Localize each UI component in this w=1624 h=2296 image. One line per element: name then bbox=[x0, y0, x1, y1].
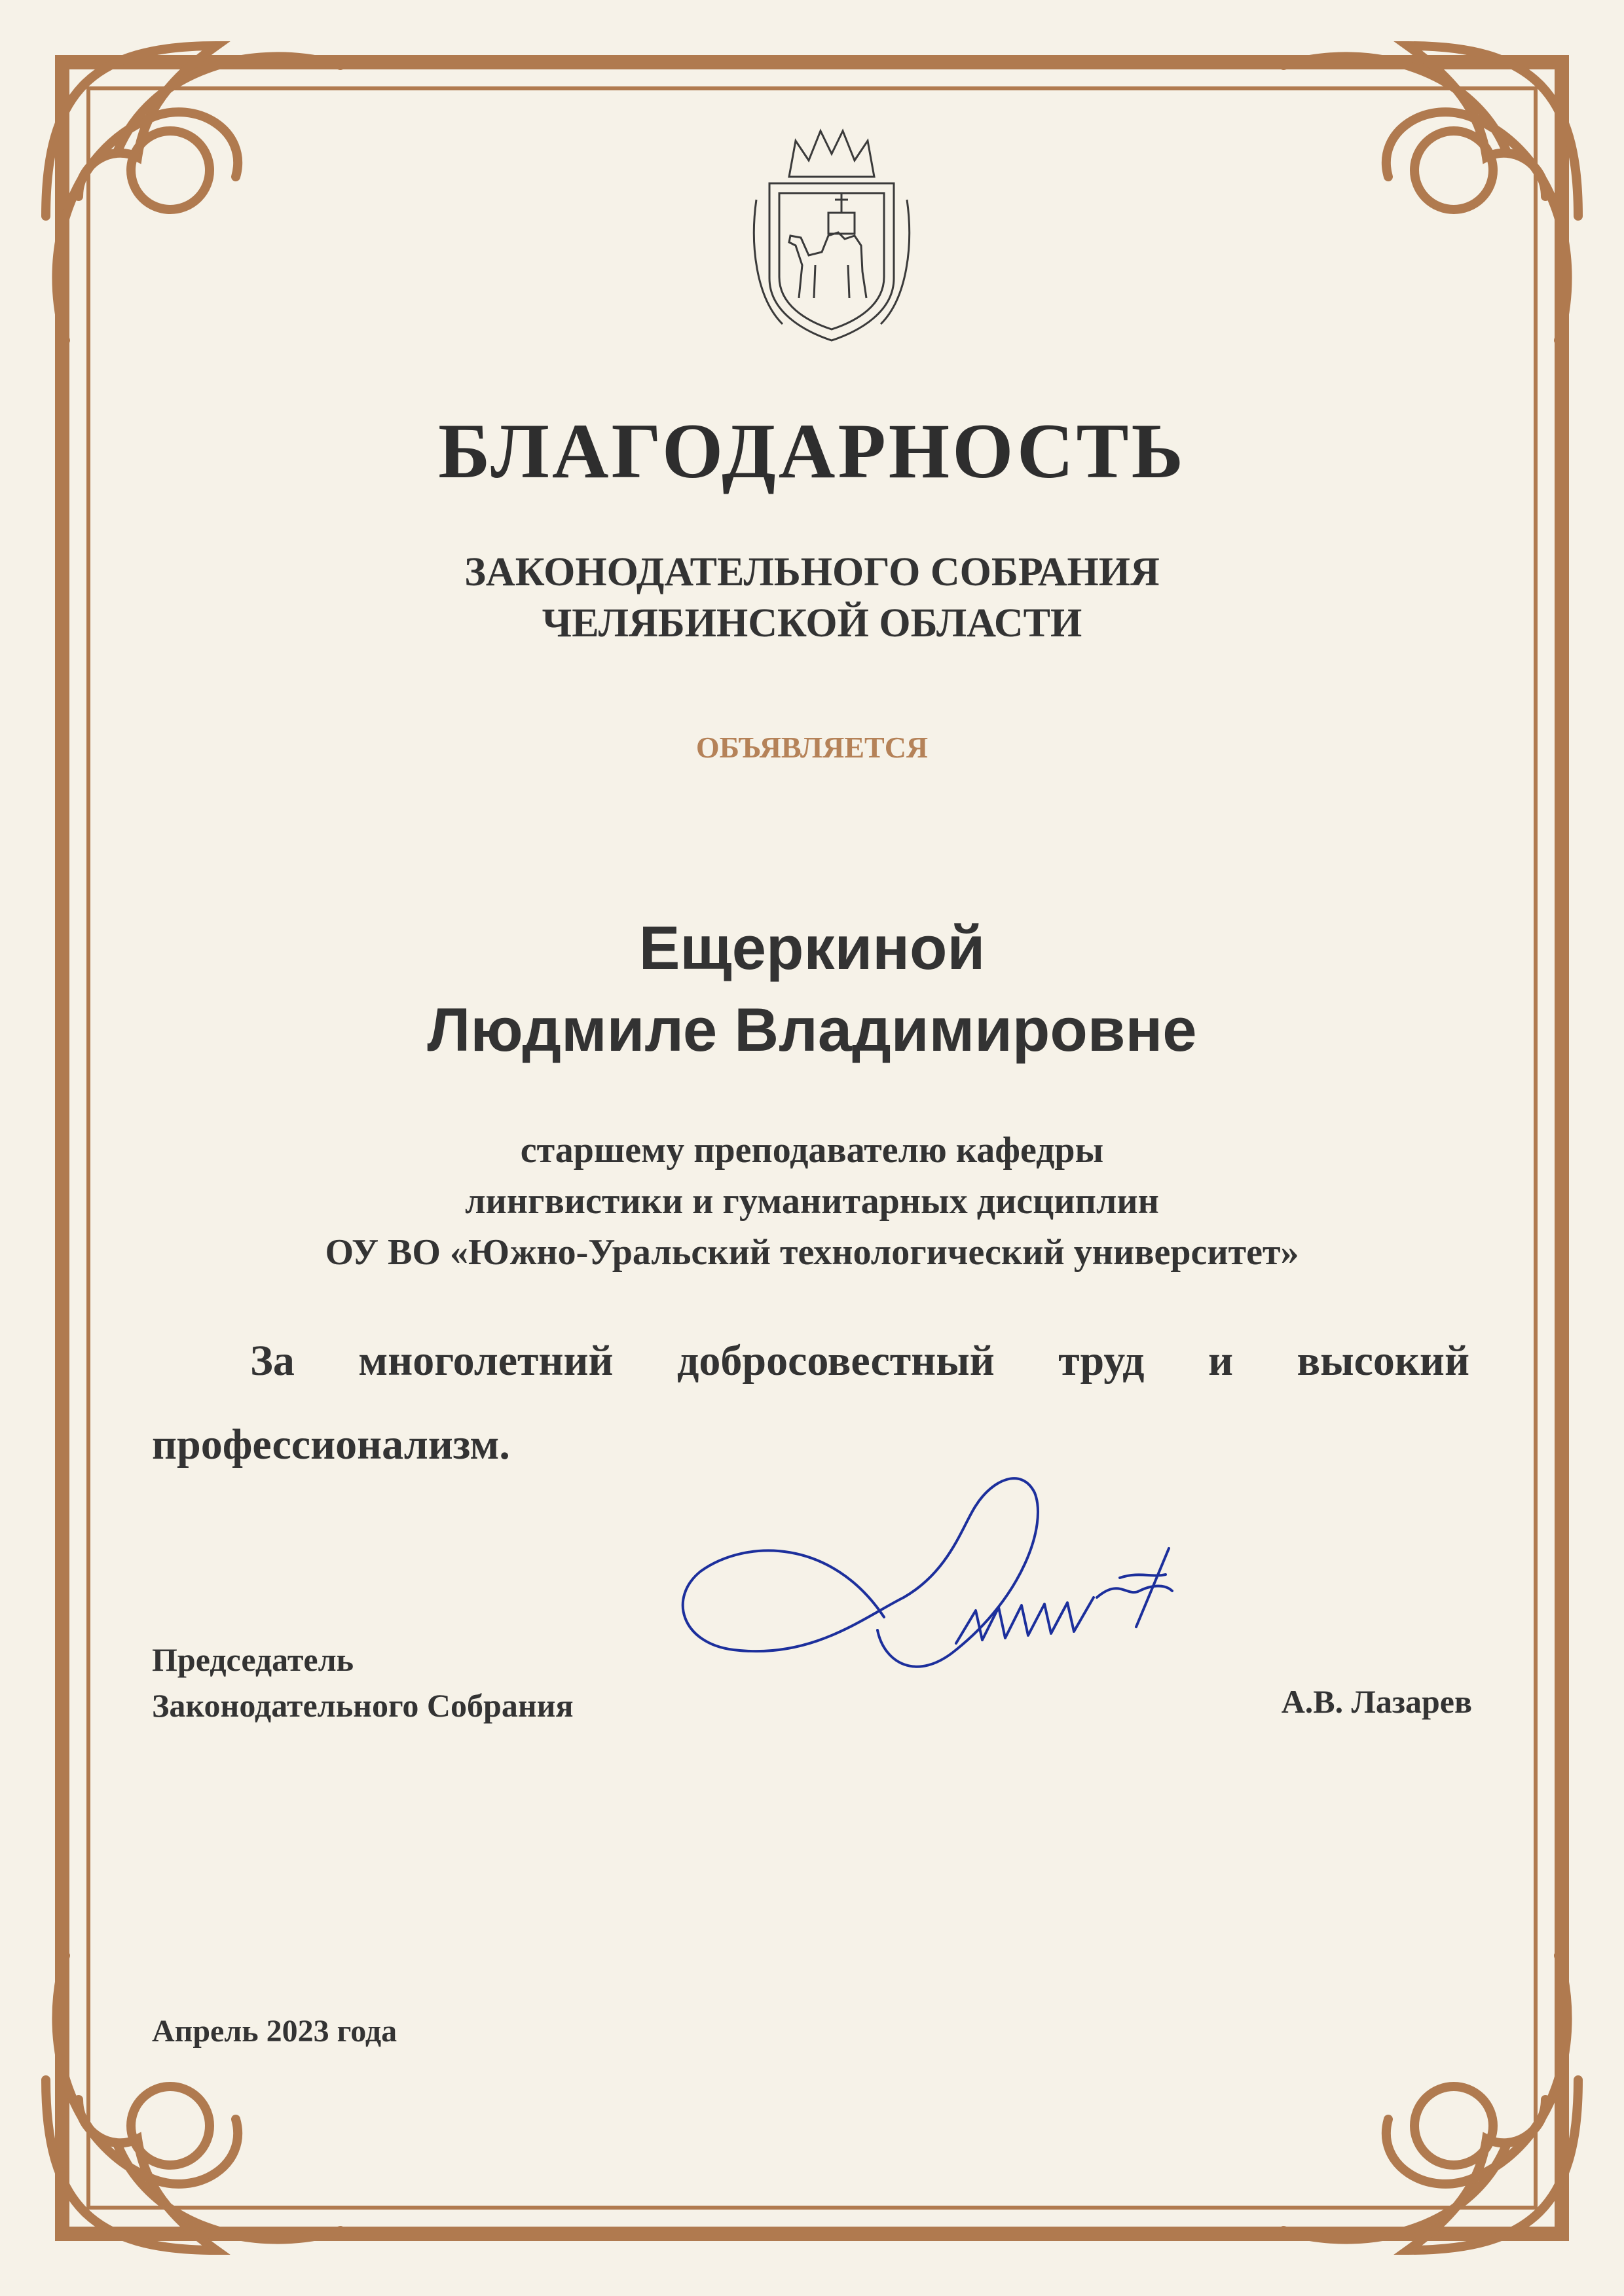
position-line: лингвистики и гуманитарных дисциплин bbox=[465, 1181, 1159, 1222]
recipient-surname: Ещеркиной bbox=[638, 913, 986, 982]
signatory-title bbox=[152, 1637, 574, 1728]
announce-label: ОБЪЯВЛЯЕТСЯ bbox=[695, 731, 929, 764]
signatory-name: А.В. Лазарев bbox=[1281, 1683, 1472, 1720]
chelyabinsk-coat-of-arms-icon bbox=[743, 115, 920, 350]
issue-date: Апрель 2023 года bbox=[152, 2014, 397, 2049]
organization-line: ЧЕЛЯБИНСКОЙ ОБЛАСТИ bbox=[542, 601, 1082, 646]
recipient-name bbox=[0, 907, 1624, 1070]
position-line: старшему преподавателю кафедры bbox=[520, 1130, 1104, 1171]
award-reason: За многолетний добросовестный труд и высокий профессионализм. bbox=[152, 1337, 1469, 1468]
organization-name bbox=[0, 547, 1624, 649]
organization-line: ЗАКОНОДАТЕЛЬНОГО СОБРАНИЯ bbox=[464, 550, 1160, 594]
position-line: ОУ ВО «Южно-Уральский технологический университет» bbox=[325, 1232, 1299, 1273]
signatory-title-line: Председатель bbox=[152, 1641, 354, 1678]
signature bbox=[668, 1467, 1244, 1755]
page-title: БЛАГОДАРНОСТЬ bbox=[438, 407, 1186, 494]
signatory-title-line: Законодательного Собрания bbox=[152, 1687, 574, 1724]
recipient-position bbox=[0, 1125, 1624, 1278]
recipient-given-names: Людмиле Владимировне bbox=[427, 995, 1197, 1064]
